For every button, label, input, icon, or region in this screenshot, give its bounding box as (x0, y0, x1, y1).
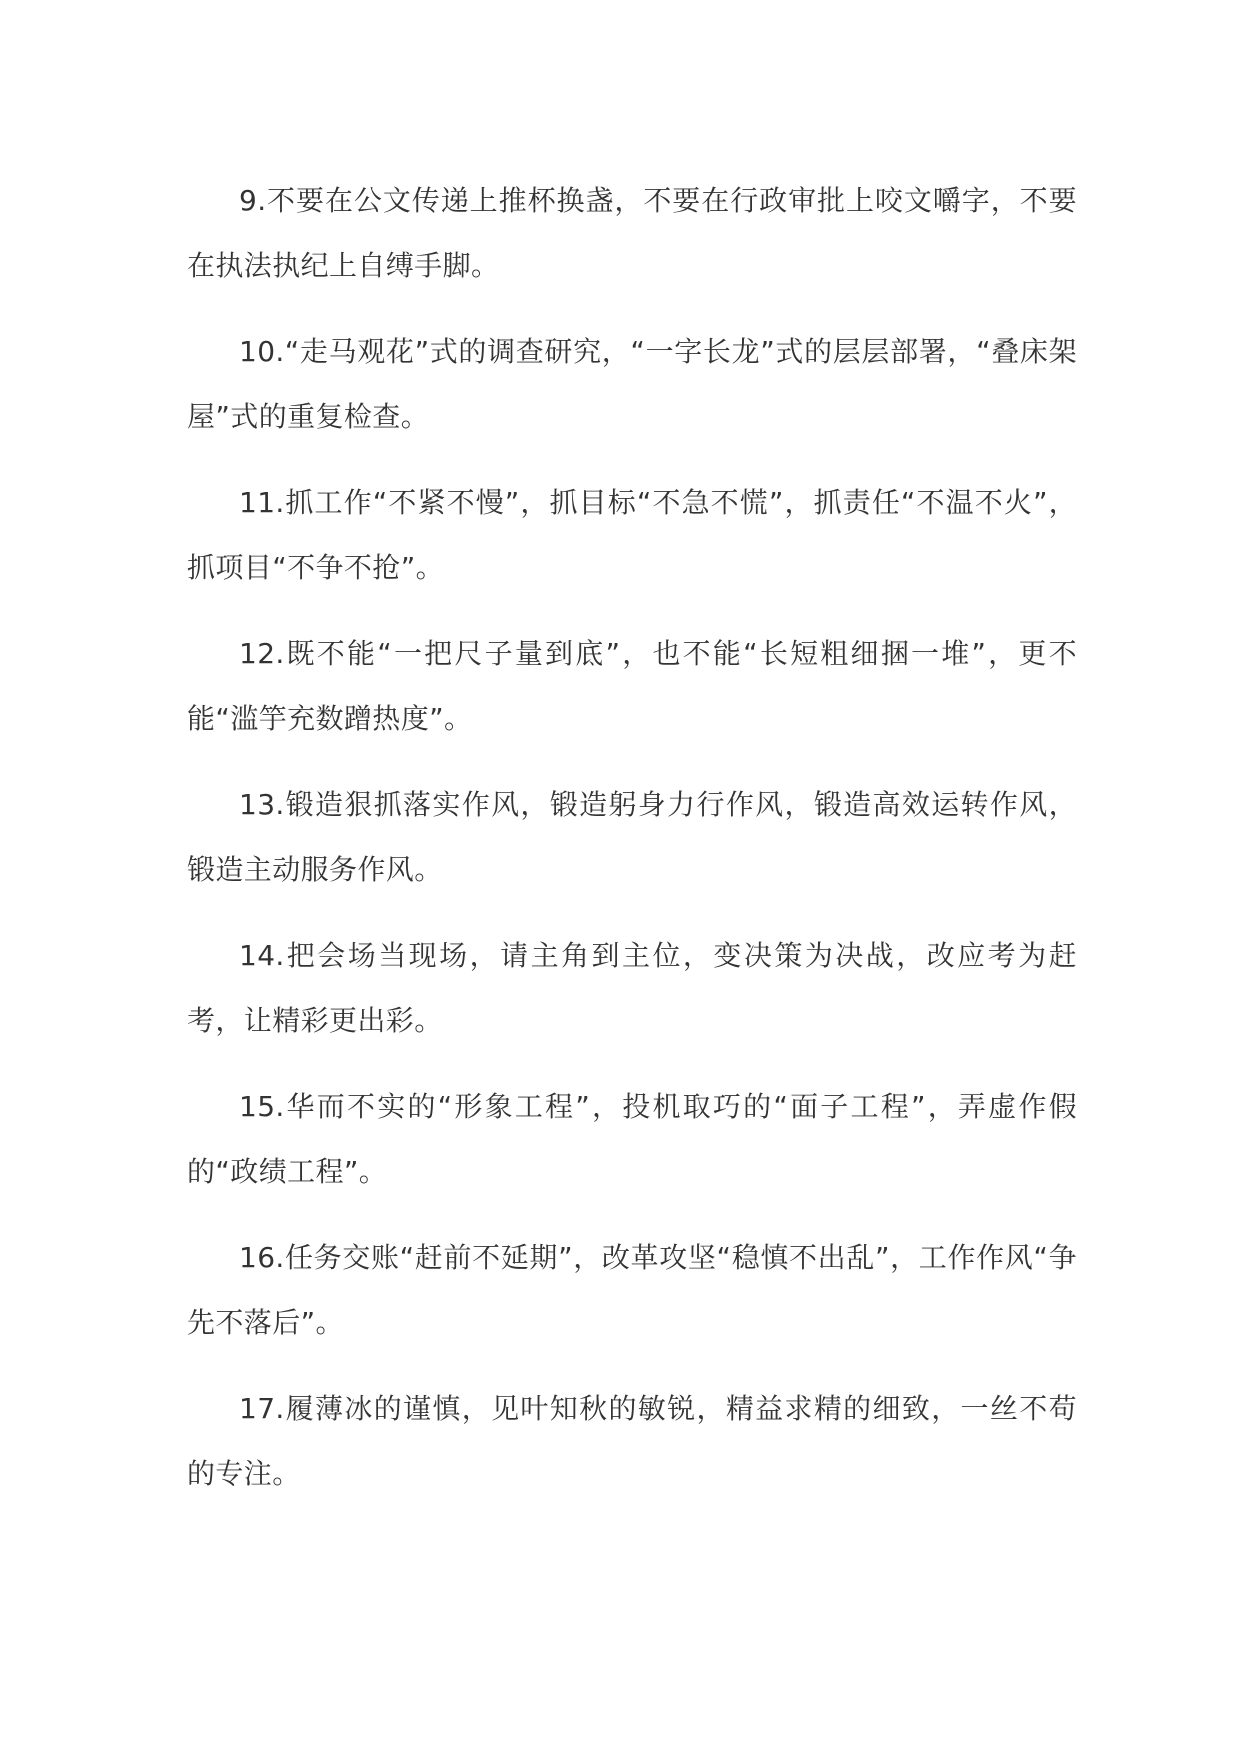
paragraph-13: 13.锻造狠抓落实作风，锻造躬身力行作风，锻造高效运转作风，锻造主动服务作风。 (187, 788, 1077, 886)
paragraph-12: 12.既不能“一把尺子量到底”，也不能“长短粗细捆一堆”，更不能“滥竽充数蹭热度”。 (187, 637, 1077, 735)
paragraph-9: 9.不要在公文传递上推杯换盏，不要在行政审批上咬文嚼字，不要在执法执纪上自缚手脚。 (187, 184, 1077, 282)
paragraph-10: 10.“走马观花”式的调查研究，“一字长龙”式的层层部署，“叠床架屋”式的重复检查。 (187, 335, 1077, 433)
paragraph-11: 11.抓工作“不紧不慢”，抓目标“不急不慌”，抓责任“不温不火”，抓项目“不争不抢”。 (187, 486, 1077, 584)
paragraph-14: 14.把会场当现场，请主角到主位，变决策为决战，改应考为赶考，让精彩更出彩。 (187, 939, 1077, 1037)
paragraph-16: 16.任务交账“赶前不延期”，改革攻坚“稳慎不出乱”，工作作风“争先不落后”。 (187, 1241, 1077, 1339)
document-body (187, 168, 1077, 1527)
paragraph-17: 17.履薄冰的谨慎，见叶知秋的敏锐，精益求精的细致，一丝不苟的专注。 (187, 1392, 1077, 1490)
paragraph-15: 15.华而不实的“形象工程”，投机取巧的“面子工程”，弄虚作假的“政绩工程”。 (187, 1090, 1077, 1188)
